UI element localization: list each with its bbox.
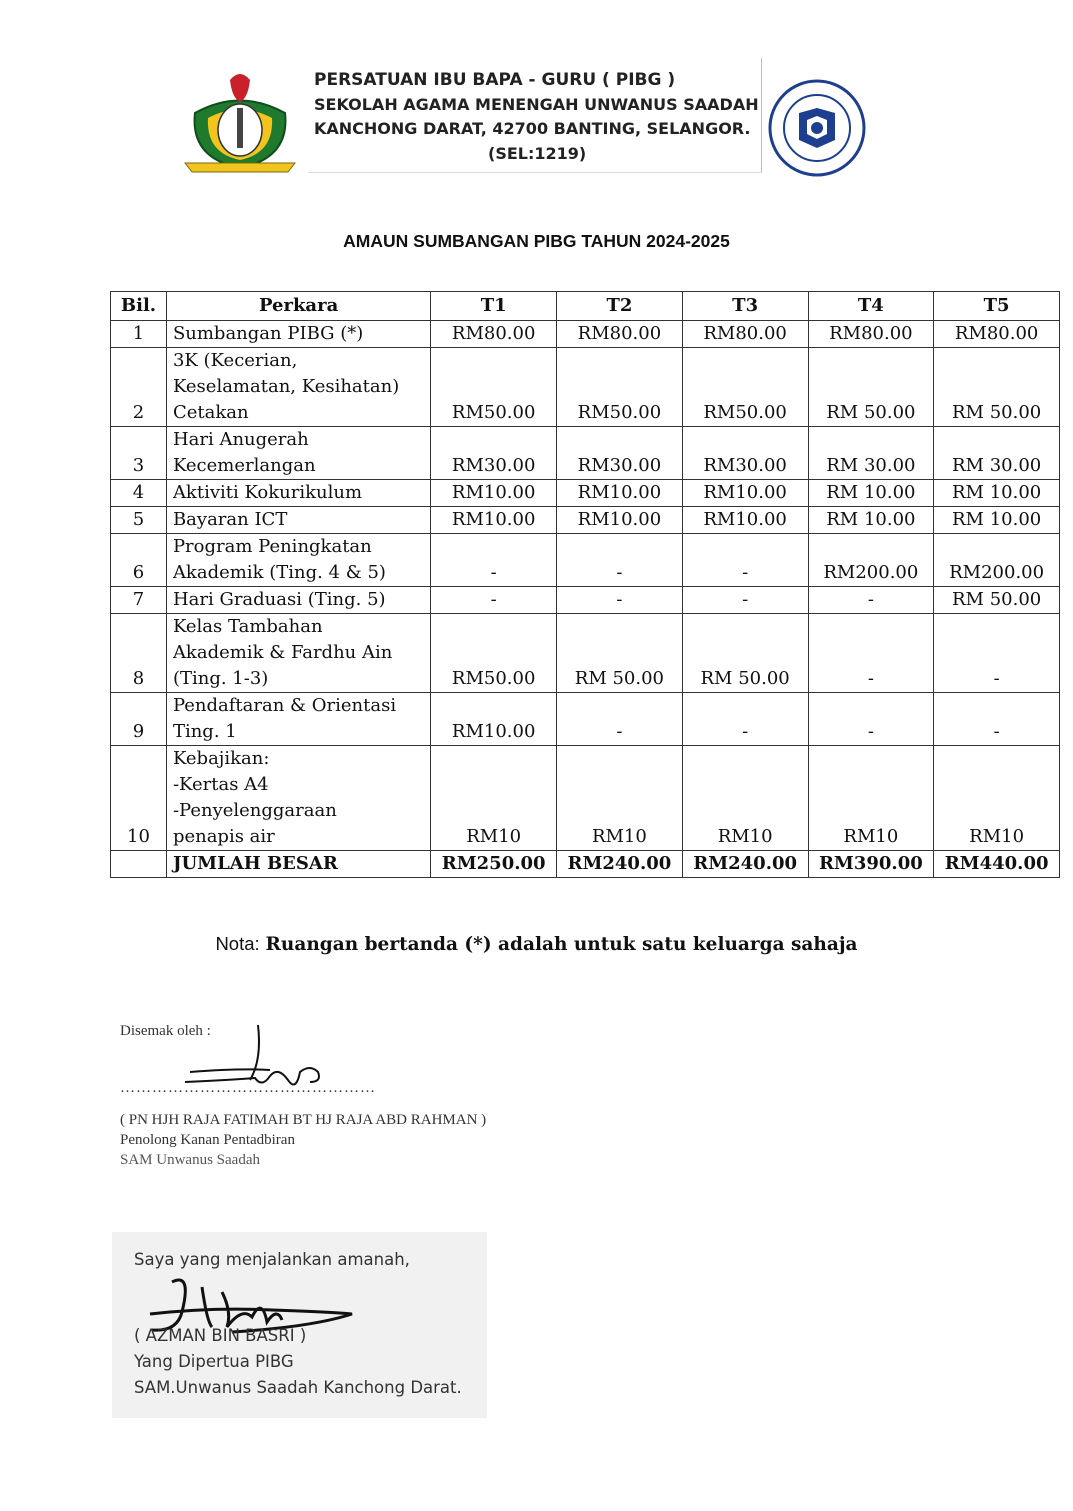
table-row [111,587,1060,614]
row-t2: RM50.00 [557,348,683,427]
note [0,933,1073,955]
row-t4: - [808,693,934,746]
table-row [111,427,1060,480]
row-t1: RM50.00 [431,614,557,693]
row-t2: RM10 [557,746,683,851]
row-t2: RM10.00 [557,480,683,507]
letterhead [180,58,880,178]
row-t1: - [431,587,557,614]
table-row [111,348,1060,427]
total-label: JUMLAH BESAR [166,851,430,878]
row-t4: - [808,587,934,614]
row-number: 10 [111,746,167,851]
row-t3: RM10.00 [682,507,808,534]
reviewer-organization: SAM Unwanus Saadah [120,1152,260,1168]
row-t3: RM10 [682,746,808,851]
reviewer-label: Disemak oleh : [120,1023,211,1039]
row-t5: RM80.00 [934,321,1060,348]
row-t3: RM50.00 [682,348,808,427]
row-number: 4 [111,480,167,507]
row-item: Aktiviti Kokurikulum [166,480,430,507]
header-t3: T3 [682,292,808,321]
total-t5: RM440.00 [934,851,1060,878]
row-t3: - [682,534,808,587]
letterhead-text-box [308,58,762,173]
header-t2: T2 [557,292,683,321]
row-number: 2 [111,348,167,427]
row-t4: RM200.00 [808,534,934,587]
row-number: 1 [111,321,167,348]
row-number: 9 [111,693,167,746]
chairman-organization: SAM.Unwanus Saadah Kanchong Darat. [134,1378,462,1397]
row-number: 6 [111,534,167,587]
row-number: 7 [111,587,167,614]
row-item: Hari Anugerah Kecemerlangan [166,427,430,480]
total-t4: RM390.00 [808,851,934,878]
reviewer-signature-block [120,1020,580,1180]
row-t4: RM 10.00 [808,480,934,507]
row-t3: RM80.00 [682,321,808,348]
row-t4: RM10 [808,746,934,851]
table-row [111,321,1060,348]
row-t5: - [934,614,1060,693]
school-name: SEKOLAH AGAMA MENENGAH UNWANUS SAADAH [314,95,759,114]
row-item: Kelas Tambahan Akademik & Fardhu Ain (Ting. 1-3) [166,614,430,693]
row-t4: RM 30.00 [808,427,934,480]
row-t2: - [557,693,683,746]
row-t5: RM 10.00 [934,507,1060,534]
row-t1: RM50.00 [431,348,557,427]
row-t5: RM 50.00 [934,348,1060,427]
row-t1: RM10 [431,746,557,851]
row-t1: RM10.00 [431,480,557,507]
row-t2: RM10.00 [557,507,683,534]
total-t1: RM250.00 [431,851,557,878]
row-t5: RM 30.00 [934,427,1060,480]
row-t5: RM 10.00 [934,480,1060,507]
row-t3: RM30.00 [682,427,808,480]
chairman-label: Saya yang menjalankan amanah, [134,1250,410,1269]
chairman-name: ( AZMAN BIN BASRI ) [134,1326,307,1345]
reviewer-name: ( PN HJH RAJA FATIMAH BT HJ RAJA ABD RAHMAN ) [120,1112,487,1128]
table-header-row [111,292,1060,321]
note-text: Ruangan bertanda (*) adalah untuk satu keluarga sahaja [265,934,858,955]
reviewer-dotted-line: ………………………………………… [120,1080,376,1096]
row-item: Program Peningkatan Akademik (Ting. 4 & 5) [166,534,430,587]
fee-table [110,291,1060,878]
header-t4: T4 [808,292,934,321]
row-t3: - [682,693,808,746]
row-t3: RM 50.00 [682,614,808,693]
row-t4: RM 50.00 [808,348,934,427]
row-item: Sumbangan PIBG (*) [166,321,430,348]
row-number: 8 [111,614,167,693]
row-t2: RM30.00 [557,427,683,480]
table-row [111,746,1060,851]
header-perkara: Perkara [166,292,430,321]
row-item: Hari Graduasi (Ting. 5) [166,587,430,614]
row-t5: RM 50.00 [934,587,1060,614]
row-item: 3K (Kecerian, Keselamatan, Kesihatan) Cetakan [166,348,430,427]
row-item: Bayaran ICT [166,507,430,534]
row-t4: - [808,614,934,693]
header-bil: Bil. [111,292,167,321]
cohort-badge-logo [767,78,867,178]
row-t1: RM80.00 [431,321,557,348]
row-t1: RM10.00 [431,693,557,746]
row-t5: RM200.00 [934,534,1060,587]
total-t2: RM240.00 [557,851,683,878]
row-t5: RM10 [934,746,1060,851]
table-row [111,614,1060,693]
row-t2: - [557,587,683,614]
reviewer-position: Penolong Kanan Pentadbiran [120,1132,295,1148]
total-t3: RM240.00 [682,851,808,878]
chairman-signature-block [112,1232,487,1418]
row-t3: - [682,587,808,614]
school-crest-logo [180,68,300,178]
row-t1: RM10.00 [431,507,557,534]
header-t5: T5 [934,292,1060,321]
row-t3: RM10.00 [682,480,808,507]
chairman-signature-icon [132,1252,372,1362]
row-t1: - [431,534,557,587]
row-item: Pendaftaran & Orientasi Ting. 1 [166,693,430,746]
row-t2: RM 50.00 [557,614,683,693]
row-number: 3 [111,427,167,480]
table-row [111,534,1060,587]
row-t4: RM 10.00 [808,507,934,534]
school-code: (SEL:1219) [488,144,587,163]
school-address: KANCHONG DARAT, 42700 BANTING, SELANGOR. [314,119,751,138]
chairman-position: Yang Dipertua PIBG [134,1352,294,1371]
table-row [111,693,1060,746]
table-row [111,507,1060,534]
row-t1: RM30.00 [431,427,557,480]
header-t1: T1 [431,292,557,321]
association-name: PERSATUAN IBU BAPA - GURU ( PIBG ) [314,70,676,90]
note-label: Nota: [215,933,260,954]
row-t4: RM80.00 [808,321,934,348]
row-t2: - [557,534,683,587]
total-bil-cell [111,851,167,878]
total-row [111,851,1060,878]
document-title: AMAUN SUMBANGAN PIBG TAHUN 2024-2025 [343,231,730,251]
table-row [111,480,1060,507]
row-item: Kebajikan: -Kertas A4 -Penyelenggaraan penapis air [166,746,430,851]
row-t2: RM80.00 [557,321,683,348]
row-t5: - [934,693,1060,746]
row-number: 5 [111,507,167,534]
